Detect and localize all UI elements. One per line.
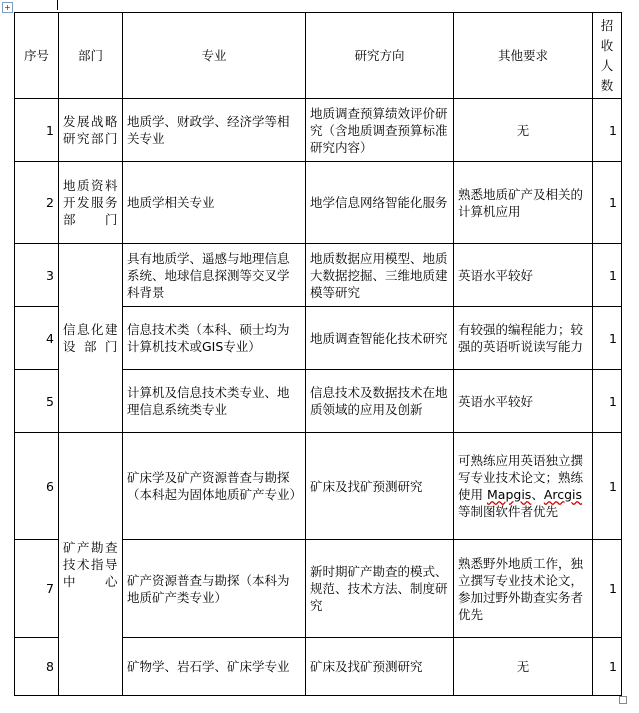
cell-dept: 信息化建设部门 [59, 244, 123, 433]
cell-seq: 4 [15, 307, 59, 370]
cell-dept: 矿产勘查技术指导中心 [59, 433, 123, 696]
other-text-a: 可熟练应用英语独立撰写专业技术论文；熟练使用 [458, 453, 584, 502]
cell-direction: 地质调查智能化技术研究 [306, 307, 454, 370]
cell-major: 矿床学及矿产资源普查与勘探（本科起为固体地质矿产专业） [123, 433, 306, 540]
header-direction: 研究方向 [306, 13, 454, 99]
header-row [15, 13, 622, 99]
text-cursor [57, 0, 58, 10]
cell-direction: 矿床及找矿预测研究 [306, 638, 454, 696]
header-seq: 序号 [15, 13, 59, 99]
cell-seq: 7 [15, 540, 59, 638]
header-other: 其他要求 [454, 13, 593, 99]
cell-major: 地质学相关专业 [123, 162, 306, 244]
cell-count: 1 [593, 540, 622, 638]
cell-other: 英语水平较好 [454, 244, 593, 307]
cell-count: 1 [593, 162, 622, 244]
table-row [15, 162, 622, 244]
cell-dept: 发展战略研究部门 [59, 99, 123, 162]
cell-other: 英语水平较好 [454, 370, 593, 433]
cell-count: 1 [593, 370, 622, 433]
table-move-handle[interactable]: + [2, 2, 13, 13]
cell-major: 地质学、财政学、经济学等相关专业 [123, 99, 306, 162]
cell-other [454, 433, 593, 540]
cell-count: 1 [593, 244, 622, 307]
software-arcgis: Arcgis [543, 487, 583, 502]
cell-direction: 地质调查预算绩效评价研究（含地质调查预算标准研究内容） [306, 99, 454, 162]
cell-direction: 地学信息网络智能化服务 [306, 162, 454, 244]
cell-other: 熟悉地质矿产及相关的计算机应用 [454, 162, 593, 244]
other-text-c: 等制图软件者优先 [458, 504, 559, 519]
table-row [15, 433, 622, 540]
cell-other: 有较强的编程能力；较强的英语听说读写能力 [454, 307, 593, 370]
cell-other: 无 [454, 638, 593, 696]
cell-other: 无 [454, 99, 593, 162]
cell-major: 具有地质学、遥感与地理信息系统、地球信息探测等交叉学科背景 [123, 244, 306, 307]
cell-major: 矿物学、岩石学、矿床学专业 [123, 638, 306, 696]
cell-direction: 地质数据应用模型、地质大数据挖掘、三维地质建模等研究 [306, 244, 454, 307]
header-major: 专业 [123, 13, 306, 99]
software-mapgis: Mapgis [487, 487, 532, 502]
table-resize-handle[interactable] [619, 696, 627, 704]
header-count: 招收人数 [593, 13, 622, 99]
cell-direction: 信息技术及数据技术在地质领域的应用及创新 [306, 370, 454, 433]
cell-major: 矿产资源普查与勘探（本科为地质矿产类专业） [123, 540, 306, 638]
cell-direction: 矿床及找矿预测研究 [306, 433, 454, 540]
cell-other: 熟悉野外地质工作，独立撰写专业技术论文，参加过野外勘查实务者优先 [454, 540, 593, 638]
cell-seq: 1 [15, 99, 59, 162]
cell-seq: 5 [15, 370, 59, 433]
cell-seq: 2 [15, 162, 59, 244]
cell-count: 1 [593, 99, 622, 162]
header-dept: 部门 [59, 13, 123, 99]
cell-seq: 8 [15, 638, 59, 696]
cell-count: 1 [593, 307, 622, 370]
recruitment-table [14, 12, 622, 696]
cell-count: 1 [593, 638, 622, 696]
cell-major: 计算机及信息技术类专业、地理信息系统类专业 [123, 370, 306, 433]
cell-dept: 地质资料开发服务部门 [59, 162, 123, 244]
table-row [15, 99, 622, 162]
cell-major: 信息技术类（本科、硕士均为计算机技术或GIS专业） [123, 307, 306, 370]
cell-count: 1 [593, 433, 622, 540]
table-row [15, 244, 622, 307]
cell-seq: 3 [15, 244, 59, 307]
cell-direction: 新时期矿产勘查的模式、规范、技术方法、制度研究 [306, 540, 454, 638]
other-text-b: 、 [531, 487, 544, 502]
cell-seq: 6 [15, 433, 59, 540]
